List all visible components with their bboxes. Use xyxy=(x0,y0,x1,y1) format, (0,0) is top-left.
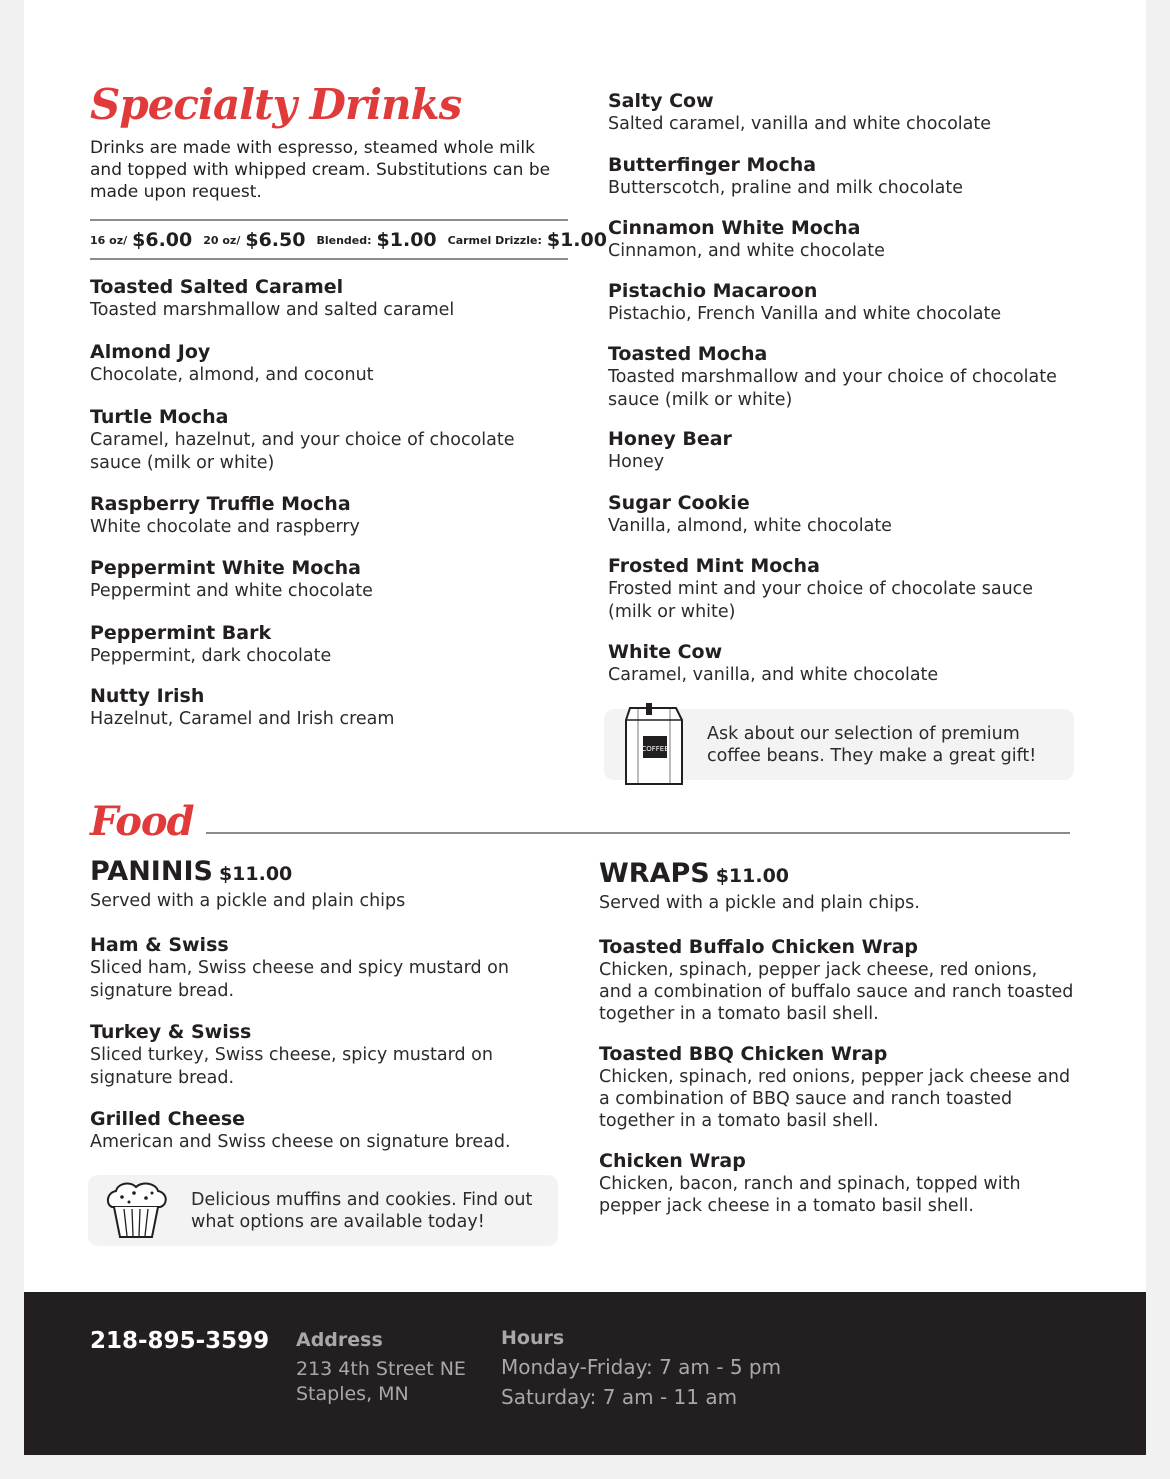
wrap-desc: Chicken, bacon, ranch and spinach, topped with pepper jack cheese in a tomato basil shell. xyxy=(599,1174,1021,1216)
coffee-callout-text: Ask about our selection of premium coffee beans. They make a great gift! xyxy=(707,724,1037,766)
drink-item xyxy=(90,684,560,731)
blended-price: $1.00 xyxy=(376,229,437,251)
drink-name: Salty Cow xyxy=(608,90,714,112)
wrap-item xyxy=(599,1149,1059,1217)
drink-item xyxy=(608,279,1088,326)
panini-name: Ham & Swiss xyxy=(90,934,229,956)
drink-name: Cinnamon White Mocha xyxy=(608,217,861,239)
drink-name: Peppermint Bark xyxy=(90,622,272,644)
food-title: Food xyxy=(90,798,194,845)
coffee-bag-icon xyxy=(618,700,690,790)
drink-desc: Honey xyxy=(608,452,665,472)
hours-label: Hours xyxy=(501,1327,565,1349)
blended-label: Blended: xyxy=(316,233,372,247)
drink-item xyxy=(608,153,1088,200)
drink-item xyxy=(608,342,1088,412)
wraps-price: $11.00 xyxy=(715,865,790,887)
drink-desc: Toasted marshmallow and your choice of chocolate sauce (milk or white) xyxy=(608,367,1057,410)
specialty-drinks-title: Specialty Drinks xyxy=(90,80,462,129)
wrap-name: Toasted Buffalo Chicken Wrap xyxy=(599,936,919,958)
drink-name: Sugar Cookie xyxy=(608,492,750,514)
drink-name: Butterfinger Mocha xyxy=(608,154,817,176)
drink-desc: White chocolate and raspberry xyxy=(90,517,360,537)
price-bar-bottom-rule xyxy=(90,258,568,260)
drink-name: Turtle Mocha xyxy=(90,406,229,428)
drink-item xyxy=(608,216,1088,263)
drink-name: Raspberry Truffle Mocha xyxy=(90,493,351,515)
drink-name: Frosted Mint Mocha xyxy=(608,555,820,577)
size16-label: 16 oz/ xyxy=(90,233,128,247)
panini-item xyxy=(90,933,530,1003)
drink-desc: Toasted marshmallow and salted caramel xyxy=(90,300,455,320)
drink-item xyxy=(608,89,1088,136)
drink-desc: Caramel, hazelnut, and your choice of chocolate sauce (milk or white) xyxy=(90,430,515,473)
drizzle-price: $1.00 xyxy=(546,229,607,251)
muffin-icon xyxy=(102,1179,170,1241)
drinks-intro: Drinks are made with espresso, steamed whole milk and topped with whipped cream. Substitutions can be made upon request. xyxy=(90,138,551,202)
size16-price: $6.00 xyxy=(132,229,193,251)
wraps-subtitle: Served with a pickle and plain chips. xyxy=(599,893,920,913)
drink-item xyxy=(608,491,1088,538)
footer xyxy=(24,1292,1146,1455)
wrap-name: Toasted BBQ Chicken Wrap xyxy=(599,1043,888,1065)
drink-item xyxy=(608,427,1088,474)
drink-desc: Frosted mint and your choice of chocolate sauce (milk or white) xyxy=(608,579,1034,622)
address-label: Address xyxy=(296,1329,383,1351)
drink-name: Almond Joy xyxy=(90,341,211,363)
drink-desc: Peppermint, dark chocolate xyxy=(90,646,332,666)
hours-line-2: Saturday: 7 am - 11 am xyxy=(501,1385,738,1409)
drink-name: White Cow xyxy=(608,641,723,663)
drink-desc: Pistachio, French Vanilla and white chocolate xyxy=(608,304,1002,324)
price-bar-top-rule xyxy=(90,219,568,221)
wrap-name: Chicken Wrap xyxy=(599,1150,746,1172)
drink-desc: Butterscotch, praline and milk chocolate xyxy=(608,178,964,198)
paninis-heading: PANINIS xyxy=(90,856,213,887)
paninis-heading-row xyxy=(90,856,292,887)
drink-desc: Vanilla, almond, white chocolate xyxy=(608,516,892,536)
panini-name: Turkey & Swiss xyxy=(90,1021,252,1043)
drink-item xyxy=(608,554,1068,624)
drizzle-label: Carmel Drizzle: xyxy=(447,233,542,247)
wrap-desc: Chicken, spinach, pepper jack cheese, red onions, and a combination of buffalo sauce and ranch toasted together in a tomato basil shell. xyxy=(599,960,1074,1024)
drink-name: Toasted Mocha xyxy=(608,343,768,365)
drink-item xyxy=(90,621,560,668)
drink-name: Nutty Irish xyxy=(90,685,205,707)
drink-desc: Cinnamon, and white chocolate xyxy=(608,241,885,261)
drink-desc: Hazelnut, Caramel and Irish cream xyxy=(90,709,395,729)
address-line-1: 213 4th Street NE xyxy=(296,1358,466,1380)
drink-item xyxy=(608,640,1088,687)
panini-item xyxy=(90,1020,510,1090)
wrap-item xyxy=(599,1042,1074,1132)
panini-desc: Sliced turkey, Swiss cheese, spicy mustard on signature bread. xyxy=(90,1045,493,1088)
drink-item xyxy=(90,492,560,539)
drink-name: Toasted Salted Caramel xyxy=(90,276,344,298)
panini-desc: American and Swiss cheese on signature bread. xyxy=(90,1132,511,1152)
address-line-2: Staples, MN xyxy=(296,1383,409,1405)
phone-number[interactable]: 218-895-3599 xyxy=(90,1328,270,1354)
paninis-price: $11.00 xyxy=(218,863,293,885)
size20-price: $6.50 xyxy=(245,229,306,251)
wraps-heading: WRAPS xyxy=(599,858,710,889)
drink-name: Honey Bear xyxy=(608,428,732,450)
drink-item xyxy=(90,405,555,475)
drink-item xyxy=(90,556,560,603)
drink-item xyxy=(90,275,560,322)
drink-desc: Salted caramel, vanilla and white chocolate xyxy=(608,114,992,134)
drink-name: Peppermint White Mocha xyxy=(90,557,361,579)
size20-label: 20 oz/ xyxy=(203,233,241,247)
drink-desc: Peppermint and white chocolate xyxy=(90,581,373,601)
panini-desc: Sliced ham, Swiss cheese and spicy mustard on signature bread. xyxy=(90,958,509,1001)
wrap-item xyxy=(599,935,1074,1025)
food-divider xyxy=(206,832,1070,834)
wraps-heading-row xyxy=(599,858,789,889)
panini-item xyxy=(90,1107,560,1154)
hours-line-1: Monday-Friday: 7 am - 5 pm xyxy=(501,1355,782,1379)
drink-name: Pistachio Macaroon xyxy=(608,280,818,302)
coffee-bag-label: COFFEE xyxy=(641,745,669,753)
drink-price-bar xyxy=(90,224,607,256)
panini-name: Grilled Cheese xyxy=(90,1108,246,1130)
wrap-desc: Chicken, spinach, red onions, pepper jack cheese and a combination of BBQ sauce and ranch toasted together in a tomato basil shell. xyxy=(599,1067,1071,1131)
drink-desc: Caramel, vanilla, and white chocolate xyxy=(608,665,939,685)
drink-desc: Chocolate, almond, and coconut xyxy=(90,365,374,385)
paninis-subtitle: Served with a pickle and plain chips xyxy=(90,891,406,911)
drink-item xyxy=(90,340,560,387)
muffins-callout-text: Delicious muffins and cookies. Find out what options are available today! xyxy=(191,1190,533,1232)
